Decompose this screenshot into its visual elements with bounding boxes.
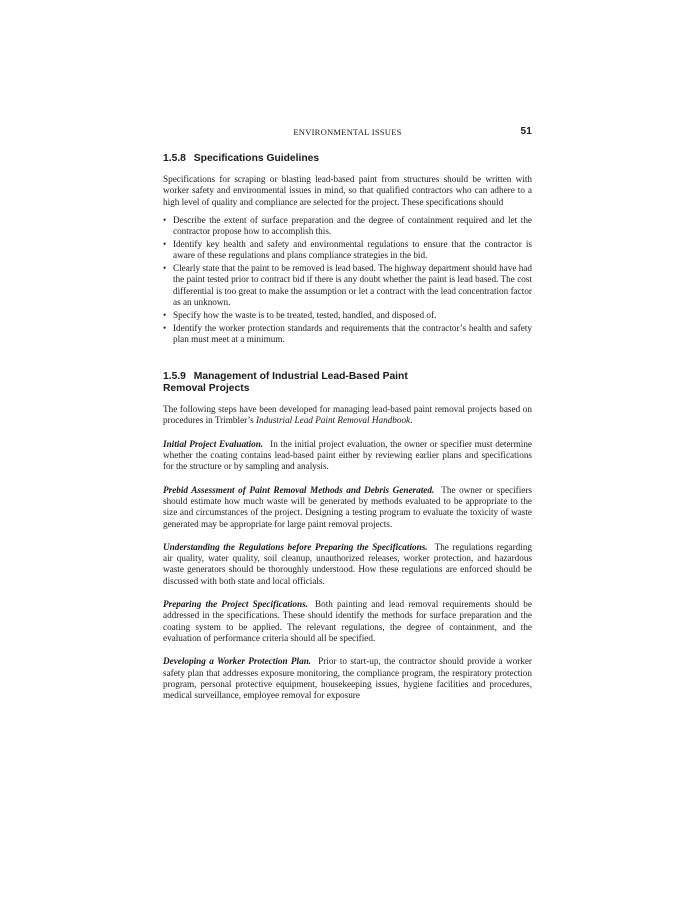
- bullet-icon: •: [163, 309, 167, 320]
- bullet-icon: •: [163, 238, 167, 249]
- bullet-icon: •: [163, 263, 167, 274]
- page-number: 51: [520, 126, 532, 137]
- intro-text: The following steps have been developed for managing lead-based paint removal projects based on procedures in Trimbler’s: [163, 404, 532, 426]
- step-text: In the initial project evaluation, the owner or specifier must determine whether the coating contains lead-based paint either by reviewing earlier plans and specifications for the structure or by sampling and analysis.: [163, 438, 532, 472]
- bullet-icon: •: [163, 322, 167, 333]
- running-head-title: ENVIRONMENTAL ISSUES: [293, 127, 402, 137]
- step-paragraph: [163, 599, 532, 644]
- section-title: Specifications Guidelines: [193, 153, 320, 164]
- intro-end: .: [410, 415, 413, 426]
- step-title: Understanding the Regulations before Preparing the Specifications.: [163, 541, 428, 552]
- section-number: 1.5.9: [163, 371, 186, 383]
- bullet-item: [163, 323, 532, 346]
- section-title-line-2: Removal Projects: [163, 383, 250, 395]
- step-title: Preparing the Project Specifications.: [163, 599, 308, 610]
- running-head: [163, 126, 532, 140]
- bullet-item: [163, 310, 532, 321]
- bullet-icon: •: [163, 214, 167, 225]
- section-heading-1-5-8: [163, 153, 532, 165]
- step-title: Prebid Assessment of Paint Removal Methods and Debris Generated.: [163, 484, 435, 495]
- step-paragraph: [163, 656, 532, 701]
- book-page: [163, 126, 532, 701]
- step-title: Developing a Worker Protection Plan.: [163, 656, 312, 667]
- management-intro-paragraph: [163, 404, 532, 427]
- guidelines-bullet-list: [163, 215, 532, 345]
- bullet-text: Describe the extent of surface preparation and the degree of containment required and let the contractor propose how to accomplish this.: [173, 214, 532, 237]
- bullet-item: [163, 263, 532, 308]
- section-intro-paragraph: Specifications for scraping or blasting lead-based paint from structures should be written with worker safety and environmental issues in mind, so that qualified contractors who can adhere to a high level of quality and compliance are selected for the project. These specifications should: [163, 174, 532, 207]
- section-title-line-1: Management of Industrial Lead-Based Paint: [193, 371, 408, 383]
- bullet-item: [163, 215, 532, 238]
- step-text: Prior to start-up, the contractor should provide a worker safety plan that addresses exposure monitoring, the compliance program, the respiratory protection program, personal protective equipment, housekeeping issues, hygiene facilities and procedures, medical surveillance, employee removal for exposure: [163, 656, 532, 701]
- step-text: The owner or specifiers should estimate how much waste will be generated by methods evaluated to be appropriate to the size and circumstances of the project. Designing a testing program to evaluate the toxicity of waste generated may be appropriate for large paint removal projects.: [163, 484, 532, 529]
- section-number: 1.5.8: [163, 153, 186, 164]
- step-paragraph: [163, 485, 532, 530]
- bullet-item: [163, 239, 532, 262]
- step-paragraph: [163, 439, 532, 473]
- book-title: Industrial Lead Paint Removal Handbook: [255, 415, 411, 426]
- bullet-text: Identify key health and safety and environmental regulations to ensure that the contractor is aware of these regulations and plans compliance strategies in the bid.: [173, 238, 532, 261]
- step-text: The regulations regarding air quality, water quality, soil cleanup, unauthorized releases, worker protection, and hazardous waste generators should be thoroughly understood. How these regulations are enforced should be discussed with both state and local officials.: [163, 541, 533, 586]
- bullet-text: Identify the worker protection standards and requirements that the contractor’s health and safety plan must meet at a minimum.: [173, 322, 532, 344]
- bullet-text: Specify how the waste is to be treated, tested, handled, and disposed of.: [173, 309, 437, 320]
- step-text: Both painting and lead removal requirements should be addressed in the specifications. These should identify the methods for surface preparation and the coating system to be applied. The relevant regulations, the degree of containment, and the evaluation of performance criteria should all be specified.: [163, 599, 532, 643]
- bullet-text: Clearly state that the paint to be removed is lead based. The highway department should have had the paint tested prior to contract bid if there is any doubt whether the paint is lead based. The cost differential is too great to make the assumption or let a contract with the lead concentration factor as an unknown.: [173, 263, 532, 307]
- step-title: Initial Project Evaluation.: [163, 438, 264, 449]
- section-heading-1-5-9: [163, 371, 532, 395]
- step-paragraph: [163, 542, 532, 587]
